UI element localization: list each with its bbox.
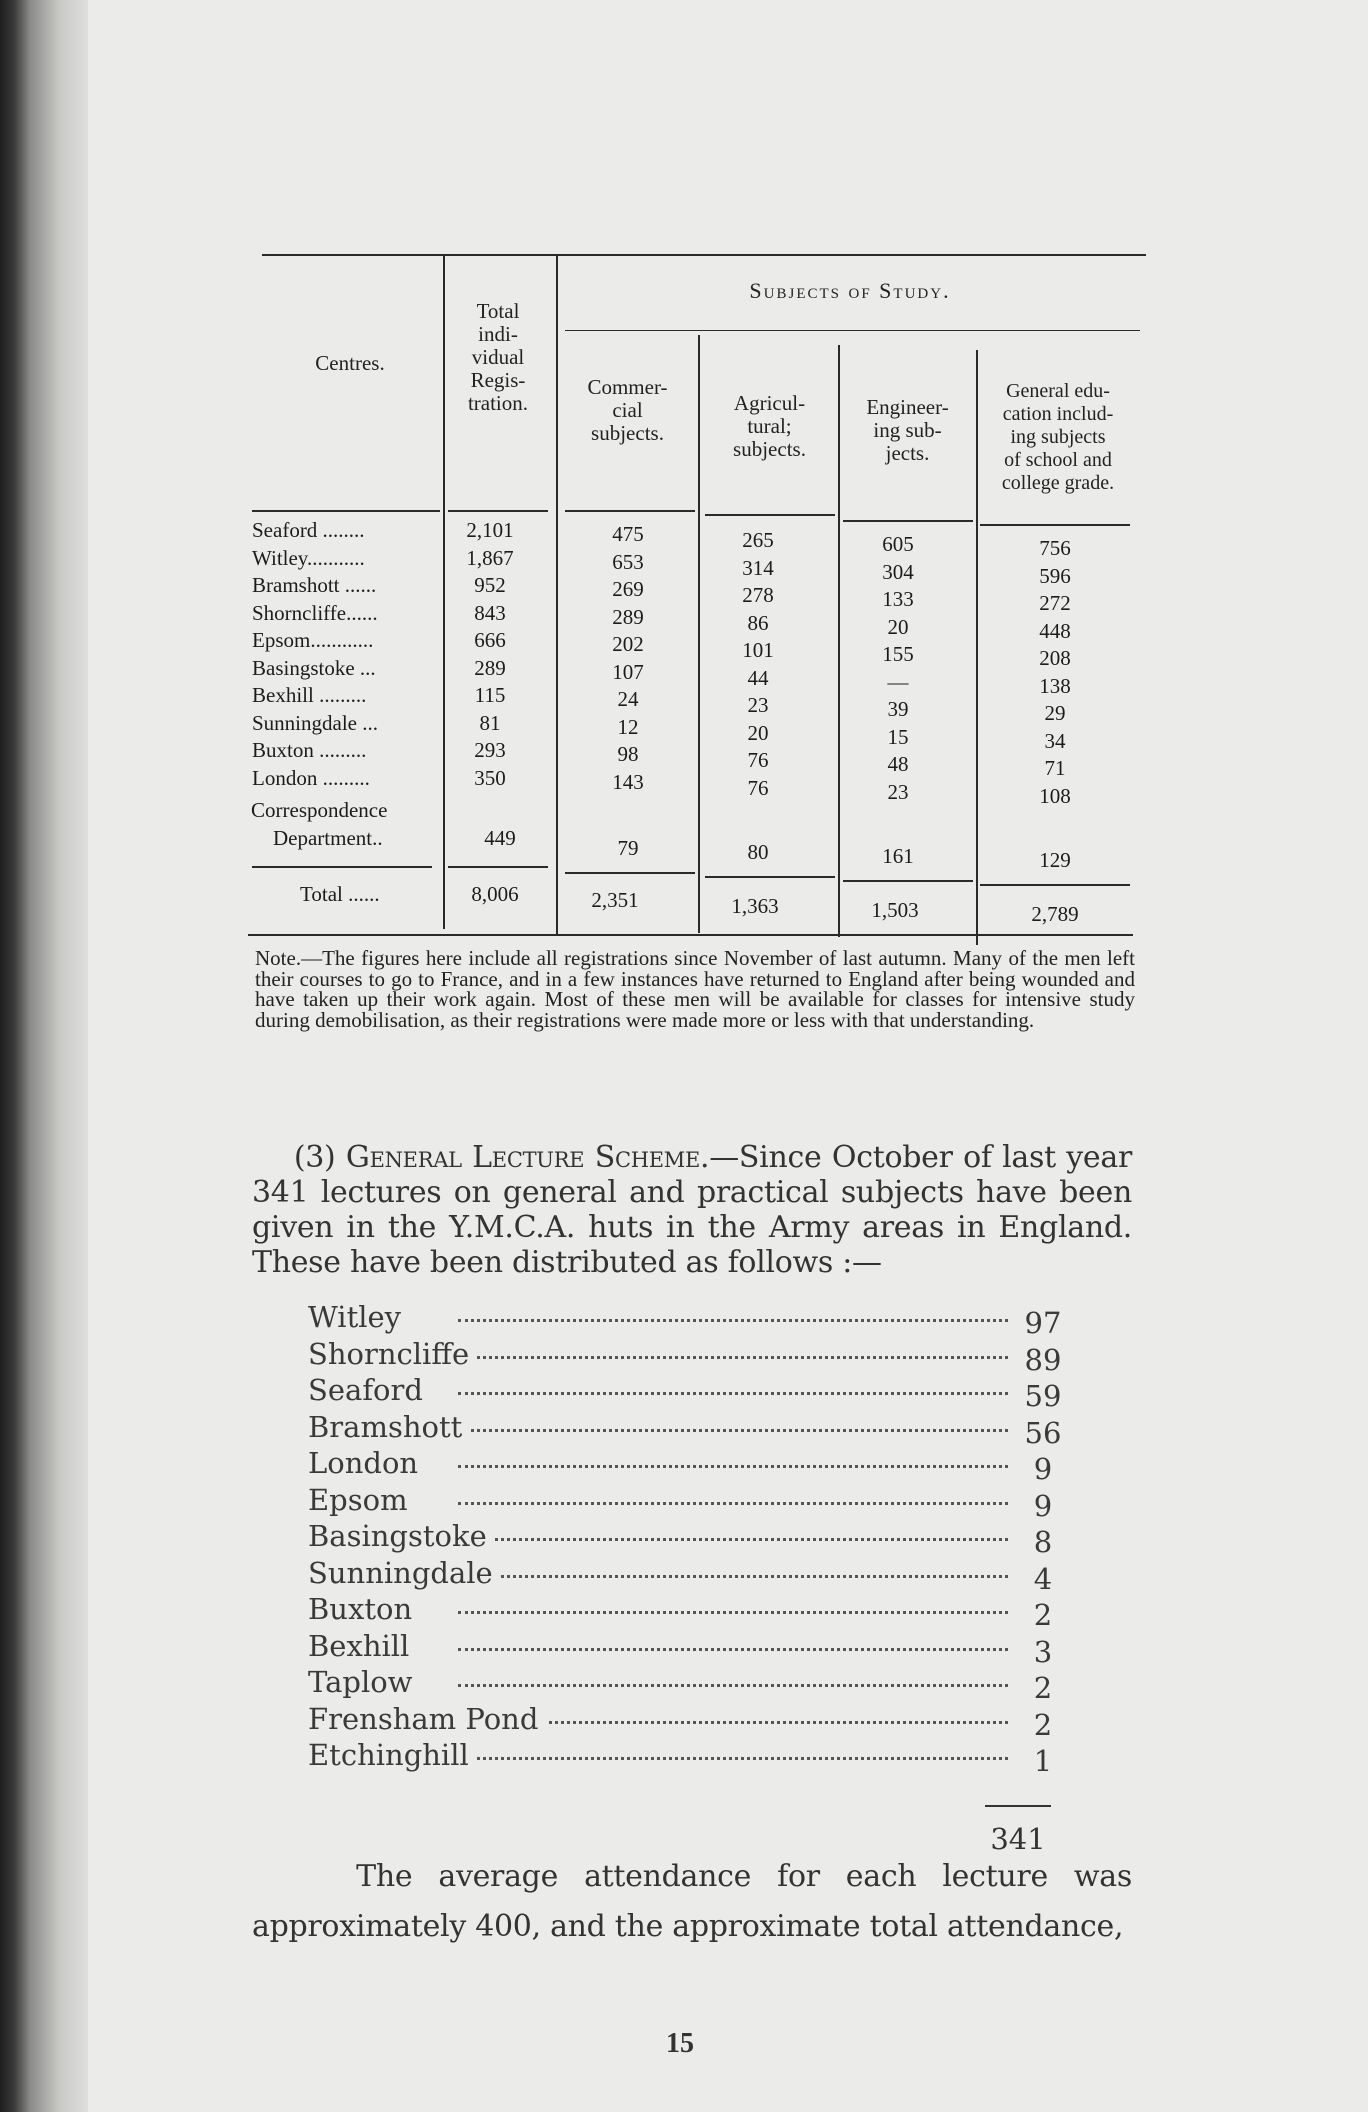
- cell-agricultural: 44: [747, 665, 769, 690]
- cell-agricultural: 23: [747, 693, 769, 717]
- lecture-place: Bexhill: [308, 1629, 417, 1663]
- cell-general: 756: [1039, 536, 1071, 560]
- lecture-place: Basingstoke: [308, 1519, 495, 1553]
- cell-commercial: 79: [617, 836, 639, 860]
- cell-centre: Buxton .........: [252, 738, 367, 762]
- lecture-place: Buxton: [308, 1592, 420, 1626]
- leader-dots: [458, 1502, 1008, 1505]
- table-row: [0, 826, 1368, 872]
- cell-commercial: 12: [617, 714, 639, 739]
- cell-commercial: 269: [612, 577, 644, 601]
- cell-engineering: 161: [882, 844, 914, 868]
- header-subjects-of-study: [600, 278, 1100, 304]
- subjects-underline: [565, 330, 1140, 331]
- leader-dots: [458, 1611, 1008, 1614]
- header-agricultural: [702, 392, 837, 461]
- correspondence-label-row: [0, 798, 1368, 825]
- lecture-count: 9: [1033, 1488, 1053, 1523]
- cell-centre: Bramshott ......: [252, 573, 377, 597]
- lecture-place: Seaford: [308, 1373, 431, 1407]
- cell-general: 272: [1039, 591, 1071, 615]
- section-number: (3): [293, 1140, 336, 1175]
- lecture-count: 8: [1033, 1525, 1053, 1559]
- lecture-item: [308, 1701, 1068, 1742]
- cell-centre: London .........: [252, 765, 370, 790]
- cell-total: 1,867: [466, 545, 514, 570]
- cell-agricultural: 80: [747, 840, 769, 864]
- cell-commercial: 143: [612, 769, 644, 794]
- cell-total: 289: [474, 655, 506, 680]
- lecture-scheme-paragraph: [252, 1140, 1132, 1280]
- leader-dots: [458, 1684, 1008, 1687]
- header-agricultural-line: tural;: [747, 414, 792, 438]
- closing-text: The average attendance for each lecture was approximately 400, and the approximate total attendance,: [252, 1859, 1132, 1944]
- lecture-place: Etchinghill: [308, 1738, 477, 1772]
- total-top-rule-4: [705, 876, 835, 878]
- lecture-item: [308, 1555, 1068, 1596]
- closing-paragraph: [252, 1852, 1132, 1952]
- header-general-line: college grade.: [1001, 472, 1115, 494]
- lecture-item: [308, 1592, 1068, 1632]
- cell-centre: Epsom............: [252, 628, 374, 652]
- leader-dots: [458, 1538, 1008, 1541]
- header-centres-text: Centres.: [315, 351, 385, 375]
- cell-agricultural: 76: [747, 748, 769, 772]
- header-total: [448, 300, 548, 415]
- header-agricultural-line: subjects.: [733, 437, 806, 461]
- correspondence-label: Correspondence: [251, 798, 388, 822]
- cell-centre: Bexhill .........: [252, 683, 367, 707]
- total-top-rule-2: [448, 866, 548, 868]
- lecture-count: 56: [1024, 1415, 1062, 1450]
- lecture-item: [308, 1519, 1068, 1559]
- cell-total: 666: [474, 628, 506, 652]
- lecture-count: 59: [1024, 1379, 1062, 1413]
- header-total-line: Regis-: [470, 368, 526, 392]
- cell-agricultural: 101: [742, 638, 774, 662]
- lecture-count: 97: [1024, 1306, 1062, 1340]
- cell-engineering: 605: [882, 532, 914, 556]
- cell-engineering: 20: [887, 614, 909, 639]
- header-general-line: ing subjects: [1010, 426, 1106, 448]
- cell-commercial: 24: [617, 687, 639, 711]
- leader-dots: [458, 1356, 1008, 1359]
- cell-general: 448: [1039, 618, 1071, 643]
- leader-dots: [458, 1757, 1008, 1760]
- table-top-rule: [262, 254, 1146, 256]
- cell-engineering: 48: [887, 752, 909, 776]
- lecture-item: [308, 1446, 1068, 1486]
- cell-total-label: Total ......: [300, 882, 380, 906]
- lecture-count: 3: [1033, 1634, 1053, 1669]
- header-total-line: indi-: [478, 322, 518, 346]
- cell-centre: Department..: [273, 826, 383, 850]
- leader-dots: [458, 1575, 1008, 1578]
- header-general-line: cation includ-: [1002, 403, 1114, 425]
- cell-general: 208: [1039, 646, 1071, 670]
- header-centres: [270, 352, 430, 374]
- header-total-line: vidual: [471, 345, 525, 369]
- cell-agricultural: 278: [742, 583, 774, 607]
- cell-agricultural: 20: [747, 720, 769, 745]
- lecture-place: Taplow: [308, 1665, 421, 1699]
- leader-dots: [458, 1392, 1008, 1395]
- header-agricultural-line: Agricul-: [733, 391, 806, 415]
- header-general-line: of school and: [1004, 449, 1112, 471]
- table-row: [0, 765, 1368, 808]
- cell-total: 2,101: [466, 518, 514, 542]
- lectures-total-rule: [985, 1805, 1051, 1807]
- total-top-rule-3: [565, 872, 695, 874]
- cell-total: 843: [474, 600, 506, 625]
- leader-dots: [458, 1465, 1008, 1468]
- cell-commercial: 289: [612, 604, 644, 629]
- header-commercial-line: subjects.: [591, 421, 664, 445]
- header-commercial-line: cial: [612, 398, 643, 422]
- cell-total: 293: [474, 738, 506, 762]
- table-bottom-rule: [248, 934, 1133, 936]
- page-number: 15: [666, 2028, 694, 2059]
- lecture-place: Witley: [308, 1300, 409, 1334]
- table-note: Note.—The figures here include all registrations since November of last autumn. Many of the men left their courses to go to France, and in a few instances have returned to England after being wounded and have taken up their work again. Most of these men will be available for classes for intensive study during demobilisation, as their registrations were made more or less with that understanding.: [255, 946, 1135, 1032]
- cell-engineering: 304: [882, 559, 914, 584]
- header-engineering: [840, 396, 975, 465]
- cell-centre: Witley...........: [252, 545, 365, 570]
- cell-total: 449: [484, 826, 516, 850]
- lecture-item: [308, 1628, 1068, 1669]
- cell-engineering: 1,503: [871, 898, 919, 922]
- lecture-place: Frensham Pond: [308, 1702, 546, 1736]
- cell-commercial: 2,351: [591, 888, 639, 912]
- header-bottom-rule-4: [705, 514, 835, 516]
- cell-agricultural: 265: [742, 528, 774, 552]
- lecture-count: 1: [1033, 1744, 1053, 1778]
- cell-general: 596: [1039, 563, 1071, 588]
- lecture-count: 9: [1033, 1452, 1053, 1486]
- header-bottom-rule-2: [448, 510, 548, 512]
- cell-commercial: 98: [617, 742, 639, 766]
- lecture-item: [308, 1300, 1068, 1340]
- lecture-place: Shorncliffe: [308, 1337, 477, 1371]
- header-bottom-rule-3: [565, 510, 695, 512]
- header-commercial-line: Commer-: [587, 375, 668, 399]
- cell-total: 81: [479, 710, 501, 735]
- cell-total: 8,006: [471, 882, 519, 906]
- header-commercial: [560, 376, 695, 445]
- cell-centre: Seaford ........: [252, 518, 365, 542]
- cell-general: 71: [1044, 756, 1066, 780]
- lecture-item: [308, 1409, 1068, 1450]
- cell-commercial: 202: [612, 632, 644, 656]
- cell-centre: Sunningdale ...: [252, 710, 378, 735]
- lecture-item: [308, 1665, 1068, 1705]
- cell-agricultural: 314: [742, 555, 774, 580]
- header-engineering-line: jects.: [885, 441, 930, 465]
- lecture-place: Bramshott: [308, 1410, 470, 1444]
- cell-general: 29: [1044, 701, 1066, 725]
- lecture-item: [308, 1373, 1068, 1413]
- cell-total: 952: [474, 573, 506, 597]
- lecture-count: 4: [1033, 1561, 1053, 1596]
- lecture-count: 2: [1033, 1671, 1053, 1705]
- leader-dots: [458, 1319, 1008, 1322]
- cell-agricultural: 76: [747, 775, 769, 800]
- lecture-count: 2: [1033, 1598, 1053, 1632]
- cell-total: 115: [474, 683, 506, 707]
- lecture-item: [308, 1336, 1068, 1377]
- section-heading: General Lecture Scheme.: [345, 1140, 710, 1175]
- header-engineering-line: Engineer-: [866, 395, 949, 419]
- lecture-item: [308, 1482, 1068, 1523]
- cell-centre: Basingstoke ...: [252, 655, 376, 680]
- total-top-rule-1: [252, 866, 432, 868]
- header-engineering-line: ing sub-: [873, 418, 942, 442]
- cell-general: 2,789: [1031, 902, 1079, 926]
- leader-dots: [458, 1648, 1008, 1651]
- cell-engineering: 39: [887, 697, 909, 721]
- lecture-place: London: [308, 1446, 426, 1480]
- header-total-line: Total: [476, 299, 520, 323]
- cell-engineering: 133: [882, 587, 914, 611]
- lecture-place: Epsom: [308, 1483, 416, 1517]
- cell-general: 108: [1039, 783, 1071, 808]
- cell-centre: Shorncliffe......: [252, 600, 378, 625]
- lecture-place: Sunningdale: [308, 1556, 501, 1590]
- cell-general: 34: [1044, 728, 1066, 753]
- cell-engineering: 23: [887, 779, 909, 804]
- header-general-line: General edu-: [1006, 380, 1110, 402]
- cell-general: 129: [1039, 848, 1071, 872]
- lectures-total: 341: [990, 1822, 1046, 1856]
- lecture-item: [308, 1738, 1068, 1778]
- header-total-line: tration.: [467, 391, 529, 415]
- cell-engineering: 15: [887, 724, 909, 749]
- cell-commercial: 653: [612, 549, 644, 574]
- cell-agricultural: 1,363: [731, 894, 779, 918]
- cell-engineering: —: [887, 669, 909, 694]
- cell-general: 138: [1039, 673, 1071, 698]
- cell-agricultural: 86: [747, 610, 769, 635]
- totals-row: [0, 882, 1368, 926]
- page-sheet: [88, 0, 1368, 2112]
- leader-dots: [458, 1429, 1008, 1432]
- lecture-count: 89: [1024, 1342, 1062, 1377]
- cell-total: 350: [474, 765, 506, 790]
- header-bottom-rule-1: [252, 510, 440, 512]
- header-subjects-text: Subjects of Study.: [749, 278, 951, 303]
- lecture-count: 2: [1033, 1707, 1053, 1742]
- cell-engineering: 155: [882, 642, 914, 666]
- cell-commercial: 107: [612, 659, 644, 684]
- section-text: —Since October of last year 341 lectures on general and practical subjects have been given in the Y.M.C.A. huts in the Army areas in England. These have been distributed as follows :—: [252, 1140, 1133, 1280]
- cell-commercial: 475: [612, 522, 644, 546]
- header-general-education: [978, 380, 1138, 495]
